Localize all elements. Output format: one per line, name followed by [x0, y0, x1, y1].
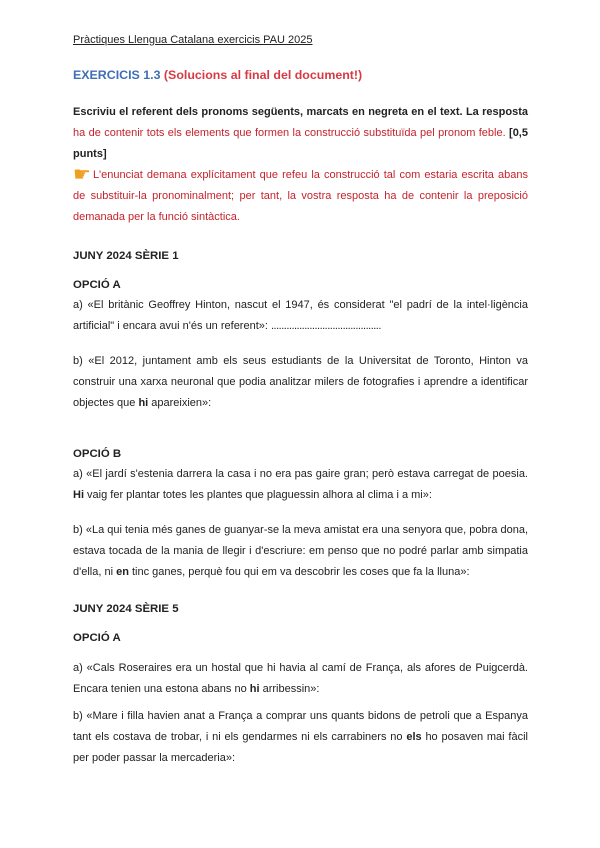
instructions-text: Escriviu el referent dels pronoms següents, marcats en negreta en el text. La resposta [73, 106, 528, 118]
question-text-end: tinc ganes, perquè fou qui em va descobrir les coses que fa la lluna»: [128, 566, 470, 578]
note [73, 165, 528, 228]
question-text-end: vaig fer plantar totes les plantes que plaguessin alhora al clima i a mi»: [84, 489, 432, 501]
note-text: L'enunciat demana explícitament que refeu la construcció tal com estaria escrita abans de substituir-la pronominalment; per tant, la vostra resposta ha de contenir la preposició demanada per la funció sintàctica. [73, 169, 528, 223]
option-title: OPCIÓ B [73, 448, 122, 460]
section-title: JUNY 2024 SÈRIE 5 [73, 603, 179, 615]
question-text: b) «El 2012, juntament amb els seus estudiants de la Universitat de Toronto, Hinton va construir una xarxa neuronal que podia analitzar milers de fotografies i aprendre a identificar objectes que [73, 355, 528, 409]
instructions-points: [0,5 punts] [73, 127, 528, 160]
pointing-hand-icon: ☛ [73, 164, 91, 186]
question-text-end: apareixien»: [148, 397, 212, 409]
solutions-note: (Solucions al final del document!) [163, 68, 363, 82]
question-text: a) «Cals Roseraires era un hostal que hi havia al camí de França, als afores de Puigcerdà. Encara tenien una estona abans no [73, 662, 528, 695]
question-item [73, 464, 528, 506]
bold-pronoun: en [116, 566, 129, 578]
bold-pronoun: hi [138, 397, 149, 409]
question-text: b) «Mare i filla havien anat a França a comprar uns quants bidons de petroli que a Espanya tant els costava de trobar, i ni els gendarmes ni els carrabiners no [73, 710, 528, 743]
section-title: JUNY 2024 SÈRIE 1 [73, 250, 179, 262]
exercise-title [73, 68, 528, 82]
question-item [73, 658, 528, 700]
question-text-end: arribessin»: [259, 683, 320, 695]
option-title: OPCIÓ A [73, 632, 121, 644]
exercise-label: EXERCICIS 1.3 [73, 68, 161, 82]
question-item [73, 295, 528, 337]
document-header: Pràctiques Llengua Catalana exercicis PAU 2025 [73, 34, 313, 46]
question-text: b) «La qui tenia més ganes de guanyar-se la meva amistat era una senyora que, pobra dona, estava tocada de la mania de llegir i d'escriure: em penso que no podré parlar amb simpatia d'ella, ni [73, 524, 528, 578]
question-text: a) «El jardí s'estenia darrera la casa i no era pas gaire gran; però estava carregat de poesia. [73, 468, 528, 480]
bold-pronoun: hi [249, 683, 260, 695]
question-text: a) «El britànic Geoffrey Hinton, nascut el 1947, és considerat "el padrí de la intel·ligència artificial" i encara avui n'és un referent»: [73, 299, 528, 332]
instructions [73, 102, 528, 165]
instructions-red-text: ha de contenir tots els elements que formen la construcció substituïda pel pronom feble. [73, 127, 506, 139]
question-item [73, 351, 528, 414]
answer-blank: ........................................... [271, 320, 381, 332]
bold-pronoun: Hi [73, 489, 84, 501]
question-item [73, 706, 528, 769]
bold-pronoun: els [406, 731, 422, 743]
question-text-end: ho posaven mai fàcil per poder passar la mercaderia»: [73, 731, 528, 764]
option-title: OPCIÓ A [73, 279, 121, 291]
question-item [73, 520, 528, 583]
